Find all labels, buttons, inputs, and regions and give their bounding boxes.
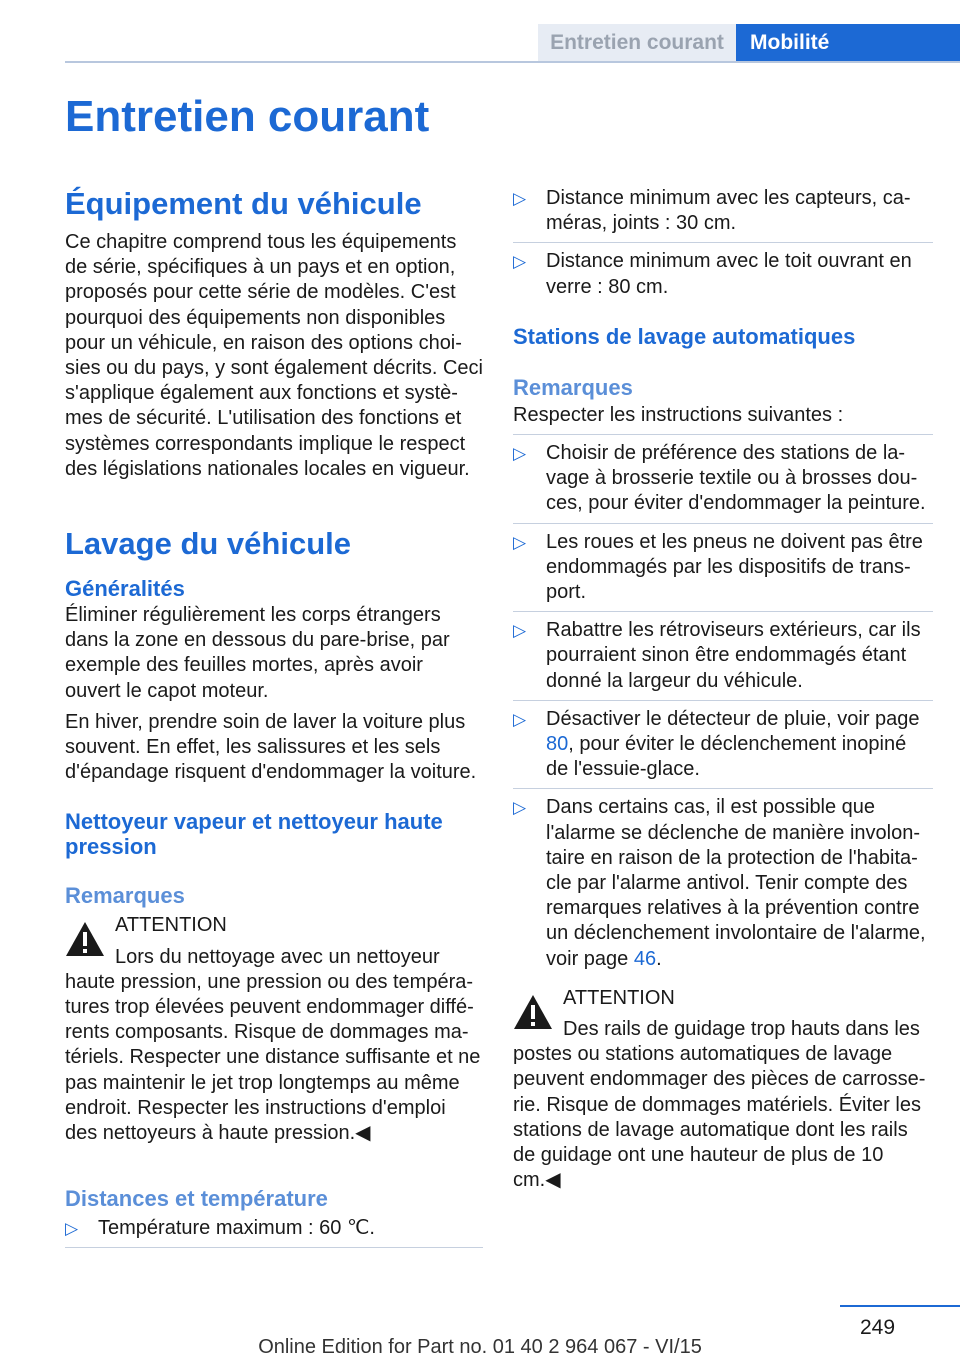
equipment-heading: Équipement du véhicule — [65, 186, 422, 221]
list-item-text: Température maximum : 60 ℃. — [98, 1217, 375, 1240]
divider — [65, 1247, 483, 1248]
list-item-text: Les roues et les pneus ne doivent pas être endommagés par les dispositifs de transport. — [546, 530, 923, 604]
warning-text: haute pression, une pression ou des températures trop élevées peuvent endommager différents composants. Risque de dommages matériels. Respecter une distance suffisante et ne pas maintenir le jet trop longtemps au même endroit. Respecter les instructions d'emploi des nettoyeurs à haute pression.◀ — [65, 970, 481, 1145]
footer-rule — [840, 1305, 960, 1307]
triangle-right-icon: ▷ — [513, 709, 527, 729]
warning-title: ATTENTION — [115, 914, 227, 937]
warning-text-first: Lors du nettoyage avec un nettoyeur — [115, 945, 440, 968]
triangle-right-icon: ▷ — [513, 252, 527, 272]
list-item-text — [546, 707, 933, 783]
triangle-right-icon: ▷ — [513, 532, 527, 552]
warning-block — [65, 913, 483, 1146]
divider — [513, 611, 933, 612]
divider — [513, 523, 933, 524]
chapter-title: Entretien courant — [65, 92, 430, 141]
list-item-text: Choisir de préférence des stations de lavage à brosserie textile ou à brosses douces, pour éviter d'endommager la peinture. — [546, 442, 926, 515]
right-column — [513, 186, 933, 1194]
instructions-intro: Respecter les instructions suivantes : — [513, 403, 844, 426]
remarks-heading: Remarques — [65, 883, 185, 909]
list-item — [513, 707, 933, 783]
remarks-heading: Remarques — [513, 374, 633, 400]
triangle-right-icon: ▷ — [513, 798, 527, 818]
warning-title: ATTENTION — [563, 986, 675, 1009]
list-item — [65, 1216, 483, 1241]
header-rule — [65, 61, 960, 63]
list-item-text-start: Dans certains cas, il est possible que l'alarme se déclenche de manière involontaire en raison de la protection de l'habitacle par l'alarme antivol. Tenir compte des remarques relatives à la prévention contre un déclenchement involontaire de l'alarme, voir page — [546, 796, 926, 970]
chapter-tab[interactable]: Mobilité — [736, 24, 960, 62]
warning-block — [513, 986, 933, 1194]
list-item — [513, 530, 933, 606]
edition-footer: Online Edition for Part no. 01 40 2 964 067 - VI/15 — [258, 1336, 702, 1358]
page-number: 249 — [860, 1316, 896, 1339]
page-link[interactable]: 80 — [546, 733, 569, 756]
triangle-right-icon: ▷ — [513, 189, 527, 208]
warning-triangle-icon — [65, 921, 105, 957]
divider — [513, 700, 933, 701]
list-item-text: Rabattre les rétroviseurs extérieurs, car ils pourraient sinon être endommagés étant donné la largeur du véhicule. — [546, 619, 921, 692]
general-paragraph-1: Éliminer régulièrement les corps étrangers dans la zone en dessous du pare-brise, par exemple des feuilles mortes, après avoir ouvert le capot moteur. — [65, 604, 450, 702]
list-item — [513, 795, 933, 971]
list-item — [513, 249, 933, 299]
left-column — [65, 186, 483, 1254]
page-header — [0, 0, 960, 62]
list-item-text-end: , pour éviter le déclenchement inopiné de l'essuie-glace. — [546, 733, 907, 781]
general-heading: Généralités — [65, 576, 185, 602]
list-item — [513, 618, 933, 694]
warning-text: postes ou stations automatiques de lavage peuvent endommager des pièces de carrosserie. Risque de dommages matériels. Éviter les stations de lavage automatique dont les rails de guidage ont une hauteur de plus de 10 cm.◀ — [513, 1043, 926, 1192]
list-item-text: Distance minimum avec le toit ouvrant en verre : 80 cm. — [546, 250, 912, 298]
distances-heading: Distances et température — [65, 1186, 328, 1212]
steam-cleaner-heading: Nettoyeur vapeur et nettoyeur haute pression — [65, 809, 443, 860]
list-item — [513, 441, 933, 517]
list-item-text: Distance minimum avec les capteurs, caméras, joints : 30 cm. — [546, 187, 911, 235]
washing-heading: Lavage du véhicule — [65, 526, 351, 562]
car-wash-heading: Stations de lavage automatiques — [513, 323, 856, 349]
divider — [513, 242, 933, 243]
triangle-right-icon: ▷ — [513, 621, 527, 641]
list-item-text-end: . — [656, 947, 662, 970]
divider — [513, 788, 933, 789]
triangle-right-icon: ▷ — [65, 1219, 79, 1239]
section-tab[interactable]: Entretien courant — [538, 24, 736, 62]
list-item-text — [546, 795, 933, 971]
equipment-paragraph: Ce chapitre comprend tous les équipements de série, spécifiques à un pays et en option, proposés pour cette série de modèles. C'est pourquoi des équipements non disponibles pour un véhicule, en raison des options choisies ou du pays, y sont également décrits. Ceci s'applique également aux fonctions et systèmes de sécurité. L'utilisation des fonctions et systèmes correspondants implique le respect des législations nationales locales en vigueur. — [65, 231, 483, 480]
triangle-right-icon: ▷ — [513, 444, 527, 464]
warning-triangle-icon — [513, 994, 553, 1030]
warning-text-first: Des rails de guidage trop hauts dans les — [563, 1018, 920, 1041]
list-item-text-start: Désactiver le détecteur de pluie, voir page — [546, 707, 920, 730]
list-item — [513, 186, 933, 236]
divider — [513, 434, 933, 435]
general-paragraph-2: En hiver, prendre soin de laver la voiture plus souvent. En effet, les salissures et les sels d'épandage risquent d'endommager la voiture. — [65, 710, 477, 784]
page-link[interactable]: 46 — [633, 947, 657, 970]
